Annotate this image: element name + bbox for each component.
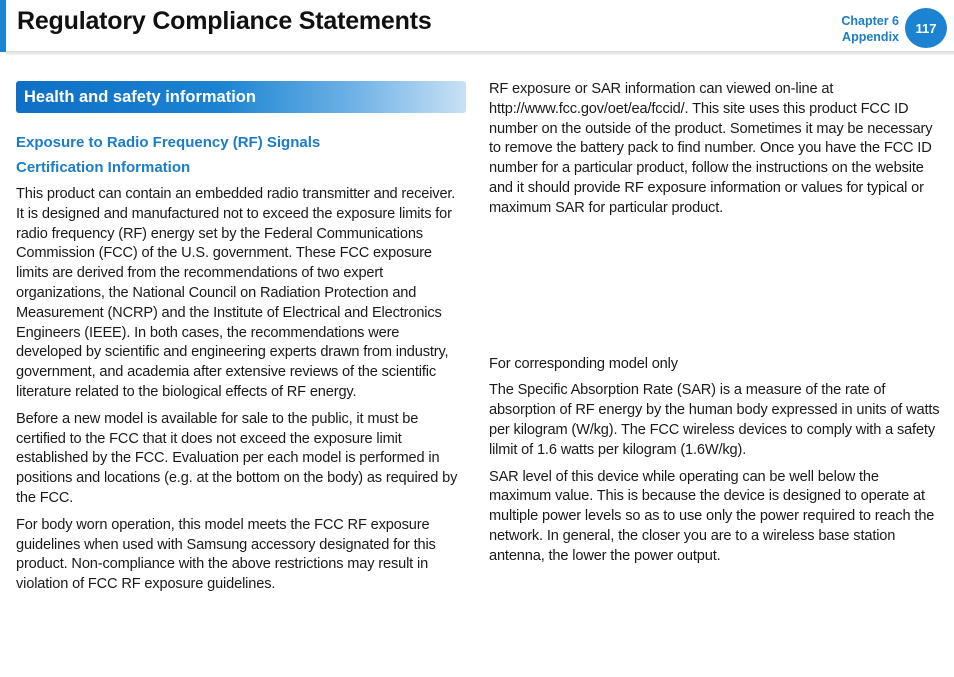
spacer bbox=[489, 219, 941, 355]
rf-exposure-heading: Exposure to Radio Frequency (RF) Signals bbox=[16, 134, 321, 151]
chapter-indicator bbox=[841, 13, 899, 45]
left-column bbox=[16, 81, 466, 595]
certification-heading: Certification Information bbox=[16, 159, 191, 176]
header-accent-bar bbox=[0, 0, 6, 52]
sar-level-paragraph: SAR level of this device while operating can be well below the maximum value. This is because the device is designed to operate at multiple power levels so as to use only the power required to reach the network. In general, the closer you are to a wireless base station antenna, the lower the power output. bbox=[489, 468, 935, 564]
body-paragraph: Before a new model is available for sale to the public, it must be certified to the FCC that it does not exceed the exposure limit established by the FCC. Evaluation per each model is performed in positions and locations (e.g. at the bottom on the body) as required by the FCC. bbox=[16, 410, 458, 506]
sar-info-paragraph: RF exposure or SAR information can viewed on-line at http://www.fcc.gov/oet/ea/fccid/. This site uses this product FCC ID number on the outside of the product. Sometimes it may be necessary to remove the battery pack to find number. Once you have the FCC ID number for a particular product, follow the instructions on the website and it should provide RF exposure information or values for typical or maximum SAR for particular product. bbox=[489, 81, 933, 216]
header-divider bbox=[6, 51, 954, 55]
chapter-section-label: Appendix bbox=[842, 30, 899, 44]
page-title: Regulatory Compliance Statements bbox=[17, 7, 432, 35]
page-number-badge: 117 bbox=[905, 8, 947, 48]
model-note: For corresponding model only bbox=[489, 355, 678, 372]
body-paragraph: This product can contain an embedded radio transmitter and receiver. It is designed and manufactured not to exceed the exposure limits for radio frequency (RF) energy set by the Federal Communications Commission (FCC) of the U.S. government. These FCC exposure limits are derived from the recommendations of two expert organizations, the National Council on Radiation Protection and Measurement (NCRP) and the Institute of Electrical and Electronics Engineers (IEEE). In both cases, the recommendations were developed by scientific and engineering experts drawn from industry, government, and academia after extensive reviews of the scientific literature related to the biological effects of RF energy. bbox=[16, 186, 456, 400]
chapter-label: Chapter 6 bbox=[841, 14, 899, 28]
body-paragraph: For body worn operation, this model meets the FCC RF exposure guidelines when used with Samsung accessory designated for this product. Non-compliance with the above restrictions may result in violation of FCC RF exposure guidelines. bbox=[16, 516, 436, 593]
section-banner: Health and safety information bbox=[16, 81, 466, 113]
right-column bbox=[489, 80, 941, 567]
sar-definition-paragraph: The Specific Absorption Rate (SAR) is a measure of the rate of absorption of RF energy by the human body expressed in units of watts per kilogram (W/kg). The FCC wireless devices to comply with a safety lilmit of 1.6 watts per kilogram (1.6W/kg). bbox=[489, 382, 940, 458]
